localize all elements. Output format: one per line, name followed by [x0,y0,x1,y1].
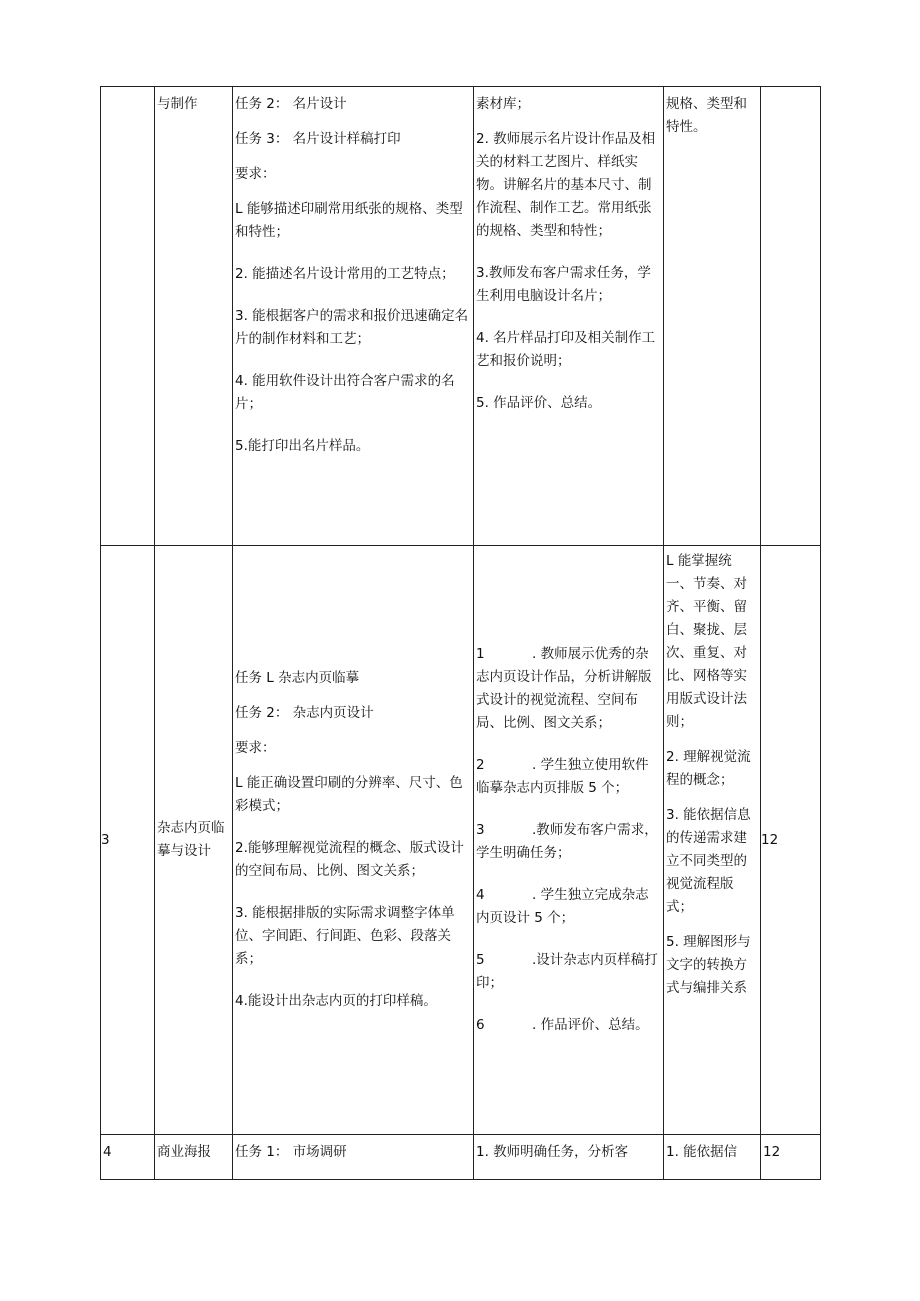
activity-item: 1 . 教师展示优秀的杂志内页设计作品，分析讲解版式设计的视觉流程、空间布局、比例、图文关系； [476,646,652,731]
activity-item: 4 . 学生独立完成杂志内页设计 5 个； [476,887,649,926]
row-index-cell: 4 [101,1135,155,1180]
requirement-item: L 能够描述印刷常用纸张的规格、类型和特性； [235,201,463,240]
requirement-item: 3. 能根据排版的实际需求调整字体单位、字间距、行间距、色彩、段落关系； [235,905,455,967]
abilities-cell [664,546,761,1135]
activities-cell [474,546,664,1135]
requirement-item: 4.能设计出杂志内页的打印样稿。 [235,993,437,1009]
task-line: 要求： [235,166,276,182]
table-row [101,1135,821,1180]
activity-item: 3 .教师发布客户需求，学生明确任务； [476,822,658,861]
hours-cell: 12 [761,1135,821,1180]
requirement-item: 4. 能用软件设计出符合客户需求的名片； [235,373,455,412]
tasks-cell [233,1135,474,1180]
module-cell: 与制作 [155,87,233,546]
task-line: 任务 L 杂志内页临摹 [235,670,360,686]
activity-item: 5 .设计杂志内页样稿打印； [476,952,658,991]
requirement-item: 2. 能描述名片设计常用的工艺特点； [235,266,455,282]
table-row [101,87,821,546]
course-table [100,86,821,1180]
table-row [101,546,821,1135]
activity-item: 4. 名片样品打印及相关制作工艺和报价说明； [476,330,656,369]
task-line: 要求： [235,740,276,756]
task-line: 任务 2： 名片设计 [235,96,347,112]
task-line: 任务 3： 名片设计样稿打印 [235,131,401,147]
activities-cell [474,87,664,546]
requirement-item: 3. 能根据客户的需求和报价迅速确定名片的制作材料和工艺； [235,308,469,347]
activity-item: 2. 教师展示名片设计作品及相关的材料工艺图片、样纸实物。讲解名片的基本尺寸、制作流程、制作工艺。常用纸张的规格、类型和特性； [476,131,656,239]
ability-item: L 能掌握统一、节奏、对齐、平衡、留白、聚拢、层次、重复、对比、网格等实用版式设计法则； [666,553,747,730]
abilities-cell [664,87,761,546]
row-index-cell: 3 [101,546,155,1135]
tasks-cell [233,87,474,546]
requirement-item: 2.能够理解视觉流程的概念、版式设计的空间布局、比例、图文关系； [235,840,464,879]
module-cell: 商业海报 [155,1135,233,1180]
task-line: 任务 2： 杂志内页设计 [235,705,374,721]
ability-item: 1. 能依据信 [666,1144,738,1160]
task-line: 任务 1： 市场调研 [235,1144,347,1160]
row-index-cell [101,87,155,546]
ability-item: 2. 理解视觉流程的概念； [666,749,751,788]
activity-item: 1. 教师明确任务，分析客 [476,1144,629,1160]
module-cell: 杂志内页临摹与设计 [155,546,233,1135]
activity-item: 6 . 作品评价、总结。 [476,1017,649,1033]
ability-item: 5. 理解图形与文字的转换方式与编排关系 [666,934,751,996]
hours-cell: 12 [761,546,821,1135]
abilities-cell [664,1135,761,1180]
requirement-item: 5.能打印出名片样品。 [235,438,370,454]
ability-item: 3. 能依据信息的传递需求建立不同类型的视觉流程版式； [666,807,751,915]
activity-item: 5. 作品评价、总结。 [476,395,602,411]
hours-cell [761,87,821,546]
activity-item: 2 . 学生独立使用软件临摹杂志内页排版 5 个； [476,757,649,796]
activity-item: 素材库； [476,96,530,112]
tasks-cell [233,546,474,1135]
requirement-item: L 能正确设置印刷的分辨率、尺寸、色彩模式； [235,775,463,814]
ability-item: 规格、类型和特性。 [666,96,747,135]
activity-item: 3.教师发布客户需求任务，学生利用电脑设计名片； [476,265,651,304]
activities-cell [474,1135,664,1180]
